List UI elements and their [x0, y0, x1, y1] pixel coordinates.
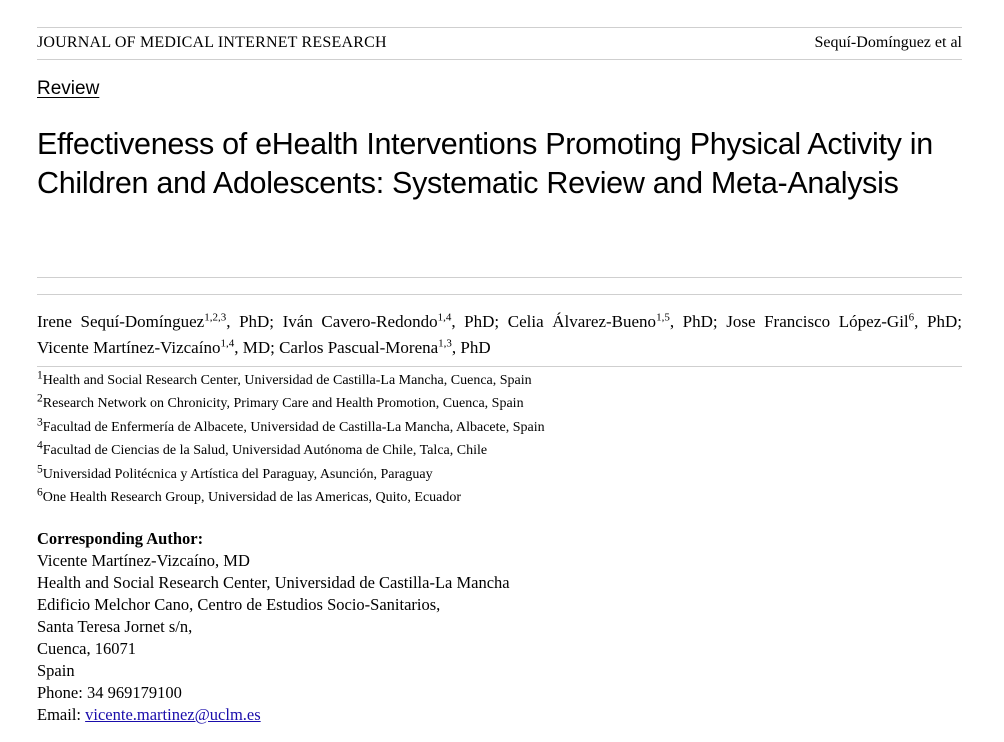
- author-affiliation-sup: 1,5: [656, 311, 670, 324]
- affiliation-item: [37, 392, 962, 415]
- top-rule: [37, 27, 962, 28]
- address-line: Spain: [37, 661, 75, 680]
- running-header: [37, 33, 962, 53]
- email-link[interactable]: vicente.martinez@uclm.es: [85, 705, 261, 724]
- affiliation-number: 4: [37, 439, 43, 452]
- affiliation-number: 5: [37, 462, 43, 475]
- corresponding-author-block: [37, 528, 962, 726]
- affiliation-number: 3: [37, 416, 43, 429]
- corresponding-author-heading: Corresponding Author:: [37, 529, 204, 548]
- author-name: Jose Francisco López-Gil: [726, 312, 909, 331]
- author: [508, 312, 726, 331]
- corresponding-author-name: Vicente Martínez-Vizcaíno, MD: [37, 551, 250, 570]
- affiliation-item: [37, 486, 962, 509]
- author-degree: , PhD;: [226, 312, 283, 331]
- author-degree: , PhD;: [669, 312, 727, 331]
- affiliation-list: [37, 369, 962, 509]
- authors-rule: [37, 366, 962, 367]
- affiliation-text: Universidad Politécnica y Artística del Paraguay, Asunción, Paraguay: [42, 466, 433, 482]
- author-degree: , PhD;: [451, 312, 508, 331]
- affiliation-number: 6: [37, 486, 43, 499]
- header-rule: [37, 59, 962, 60]
- author-affiliation-sup: 1,4: [437, 311, 452, 324]
- author-degree: , MD;: [234, 338, 280, 357]
- author: [37, 312, 283, 331]
- affiliation-number: 2: [37, 392, 43, 405]
- author-name: Vicente Martínez-Vizcaíno: [37, 338, 221, 357]
- affiliation-item: [37, 416, 962, 439]
- author-name: Iván Cavero-Redondo: [282, 312, 438, 331]
- title-rule-top: [37, 277, 962, 278]
- email-label: Email:: [37, 705, 86, 724]
- author-name: Irene Sequí-Domínguez: [37, 312, 205, 331]
- phone-line: [37, 682, 962, 704]
- affiliation-item: [37, 463, 962, 486]
- author: [726, 312, 962, 331]
- journal-name: JOURNAL OF MEDICAL INTERNET RESEARCH: [37, 34, 387, 51]
- address-line: Santa Teresa Jornet s/n,: [37, 617, 193, 636]
- author-affiliation-sup: 1,2,3: [204, 311, 227, 324]
- author-list: [37, 309, 962, 361]
- address-line: Cuenca, 16071: [37, 639, 136, 658]
- author-degree: , PhD: [451, 338, 491, 357]
- author: [279, 338, 491, 357]
- author: [283, 312, 508, 331]
- author-degree: , PhD;: [914, 312, 962, 331]
- affiliation-text: Facultad de Ciencias de la Salud, Universidad Autónoma de Chile, Talca, Chile: [42, 443, 488, 459]
- address-line: Edificio Melchor Cano, Centro de Estudios Socio-Sanitarios,: [37, 595, 441, 614]
- author-affiliation-sup: 1,3: [438, 337, 452, 350]
- article-type: Review: [37, 78, 100, 99]
- address-line: Health and Social Research Center, Universidad de Castilla-La Mancha: [37, 573, 510, 592]
- author-affiliation-sup: 6: [908, 311, 915, 324]
- affiliation-item: [37, 369, 962, 392]
- affiliation-number: 1: [37, 369, 43, 382]
- affiliation-item: [37, 439, 962, 462]
- title-rule-bottom: [37, 294, 962, 295]
- affiliation-text: Health and Social Research Center, Universidad de Castilla-La Mancha, Cuenca, Spain: [42, 373, 532, 388]
- article-page: [37, 0, 962, 742]
- author: [37, 338, 279, 357]
- affiliation-text: One Health Research Group, Universidad de las Americas, Quito, Ecuador: [42, 490, 462, 506]
- phone-number: 34 969179100: [86, 683, 182, 702]
- phone-label: Phone:: [37, 683, 87, 702]
- article-title: Effectiveness of eHealth Interventions Promoting Physical Activity in Children and Adolescents: Systematic Review and Meta-Analysis: [37, 127, 933, 200]
- author-name: Celia Álvarez-Bueno: [507, 312, 657, 331]
- author-affiliation-sup: 1,4: [220, 337, 235, 350]
- affiliation-text: Facultad de Enfermería de Albacete, Universidad de Castilla-La Mancha, Albacete, Spain: [42, 419, 545, 435]
- running-author: Sequí-Domínguez et al: [814, 34, 962, 51]
- email-line: [37, 704, 962, 726]
- author-name: Carlos Pascual-Morena: [279, 338, 439, 357]
- affiliation-text: Research Network on Chronicity, Primary Care and Health Promotion, Cuenca, Spain: [42, 396, 524, 412]
